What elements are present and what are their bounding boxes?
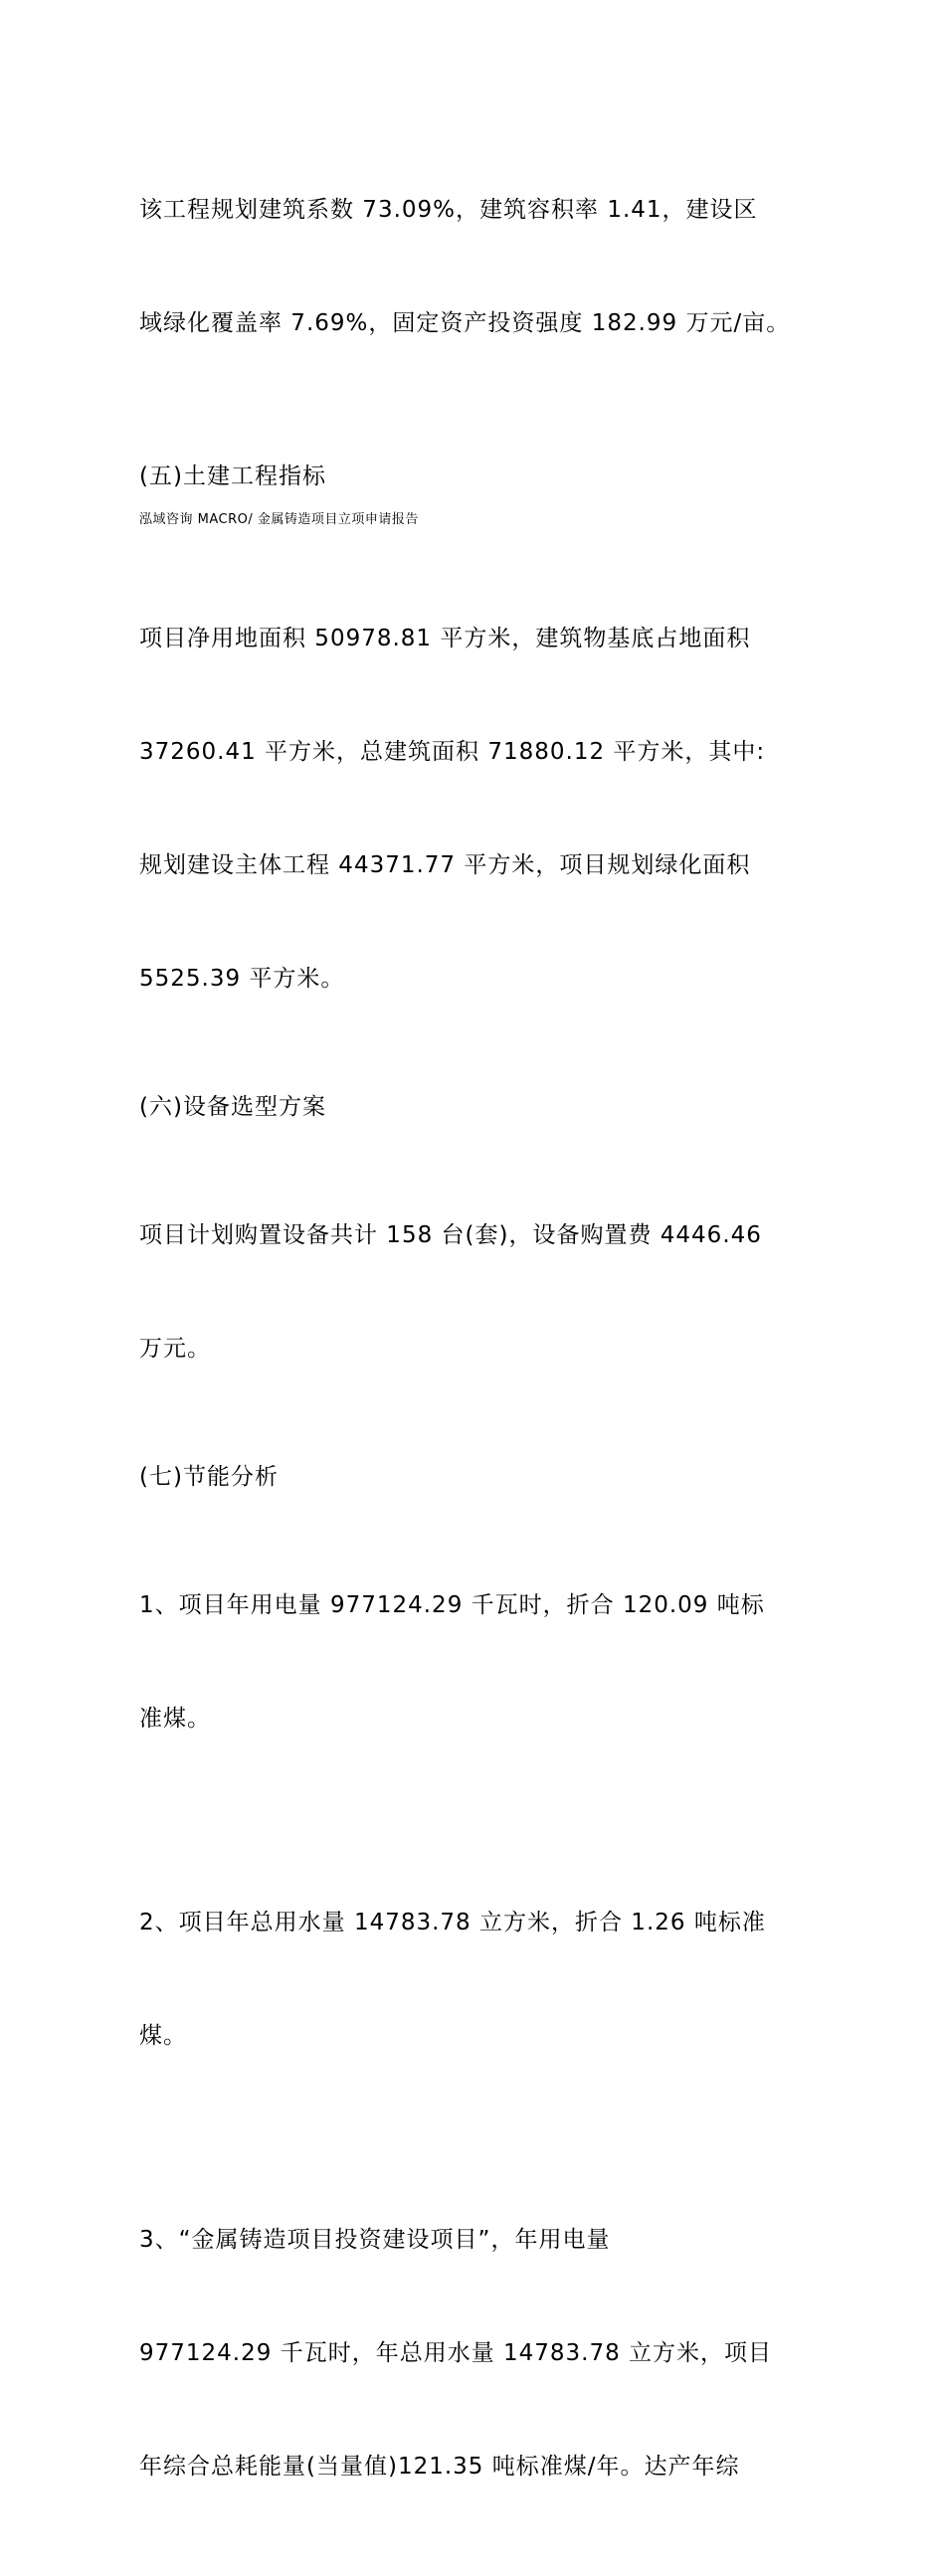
section-heading-equipment: (六)设备选型方案 (139, 1094, 326, 1120)
text-line: 3、“金属铸造项目投资建设项目”，年用电量 (139, 2227, 611, 2253)
text-line: 年综合总耗能量(当量值)121.35 吨标准煤/年。达产年综 (139, 2454, 740, 2480)
text-line: 2、项目年总用水量 14783.78 立方米，折合 1.26 吨标准 (139, 1910, 766, 1935)
energy-item-2 (139, 1828, 816, 2130)
civil-works-paragraph (139, 544, 816, 1073)
text-line: 5525.39 平方米。 (139, 966, 345, 992)
text-line: 37260.41 平方米，总建筑面积 71880.12 平方米，其中: (139, 739, 766, 765)
text-line: 准煤。 (139, 1706, 211, 1732)
text-line: 规划建设主体工程 44371.77 平方米，项目规划绿化面积 (139, 852, 751, 878)
text-line: 项目净用地面积 50978.81 平方米，建筑物基底占地面积 (139, 626, 751, 651)
equipment-paragraph (139, 1141, 816, 1443)
text-line: 该工程规划建筑系数 73.09%，建筑容积率 1.41，建设区 (139, 197, 758, 223)
running-header: 泓域咨询 MACRO/ 金属铸造项目立项申请报告 (139, 512, 419, 527)
text-line: 项目计划购置设备共计 158 台(套)，设备购置费 4446.46 (139, 1222, 762, 1248)
energy-item-3 (139, 2145, 816, 2561)
document-body (139, 115, 816, 2576)
text-line: 1、项目年用电量 977124.29 千瓦时，折合 120.09 吨标 (139, 1592, 765, 1618)
text-line: 煤。 (139, 2023, 187, 2049)
energy-item-1 (139, 1511, 816, 1813)
text-line: 977124.29 千瓦时，年总用水量 14783.78 立方米，项目 (139, 2340, 773, 2366)
intro-paragraph (139, 115, 816, 418)
section-heading-civil-works: (五)土建工程指标 (139, 463, 326, 489)
text-line: 万元。 (139, 1336, 211, 1362)
text-line: 域绿化覆盖率 7.69%，固定资产投资强度 182.99 万元/亩。 (139, 310, 791, 336)
section-heading-energy: (七)节能分析 (139, 1464, 279, 1490)
